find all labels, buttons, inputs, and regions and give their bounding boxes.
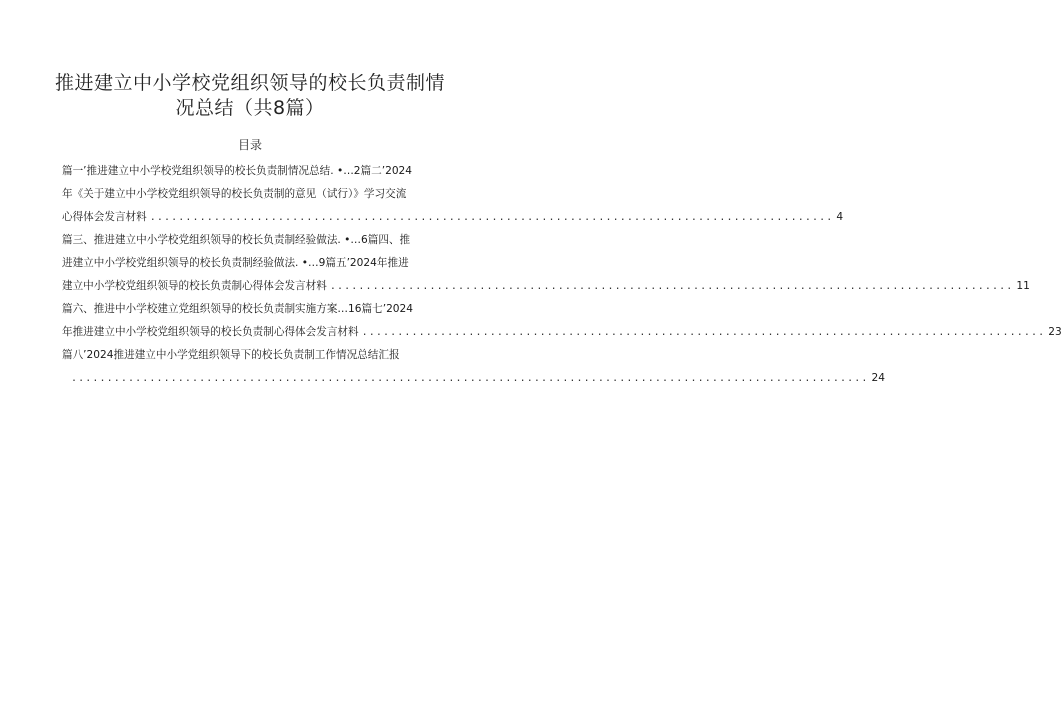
toc-line: [62, 321, 1062, 344]
leader-dots: ................................................................................................................: [71, 373, 869, 384]
toc-line: [62, 183, 440, 206]
leader-dots: ................................................................................................: [361, 327, 1046, 338]
toc-line: [62, 252, 440, 275]
toc-line: [62, 298, 440, 321]
toc-line: [62, 275, 1030, 298]
toc-line-text: 篇三、推进建立中小学校党组织领导的校长负责制经验做法. •…6篇四、推: [62, 234, 411, 246]
toc-line: [62, 344, 440, 367]
toc-page-number: 4: [836, 211, 844, 223]
toc-page-number: 24: [871, 372, 885, 384]
toc-line-text: 年推进建立中小学校党组织领导的校长负责制心得体会发言材料: [62, 326, 359, 338]
table-of-contents: [62, 160, 1062, 390]
toc-line: [62, 206, 844, 229]
toc-line: [62, 160, 440, 183]
leader-dots: ................................................................................................: [329, 281, 1014, 292]
toc-page-number: 11: [1016, 280, 1030, 292]
toc-line-text: 进建立中小学校党组织领导的校长负责制经验做法. •…9篇五’2024年推进: [62, 257, 409, 269]
toc-line: [62, 367, 885, 390]
toc-line-text: 建立中小学校党组织领导的校长负责制心得体会发言材料: [62, 280, 327, 292]
toc-line-text: 篇六、推进中小学校建立党组织领导的校长负责制实施方案…16篇七’2024: [62, 303, 414, 315]
toc-page-number: 23: [1048, 326, 1062, 338]
toc-line-text: 年《关于建立中小学校党组织领导的校长负责制的意见（试行）》学习交流: [62, 188, 407, 200]
toc-heading: 目录: [237, 138, 262, 152]
toc-line-text: 心得体会发言材料: [62, 211, 147, 223]
document-title-line-2: 况总结（共8篇）: [175, 97, 325, 119]
toc-line: [62, 229, 440, 252]
leader-dots: ................................................................................................: [149, 212, 834, 223]
toc-line-text: 篇一’推进建立中小学校党组织领导的校长负责制情况总结. •…2篇二’2024: [62, 165, 413, 177]
document-title-line-1: 推进建立中小学校党组织领导的校长负责制情: [54, 72, 445, 94]
toc-line-text: 篇八’2024推进建立中小学党组织领导下的校长负责制工作情况总结汇报: [62, 349, 400, 361]
